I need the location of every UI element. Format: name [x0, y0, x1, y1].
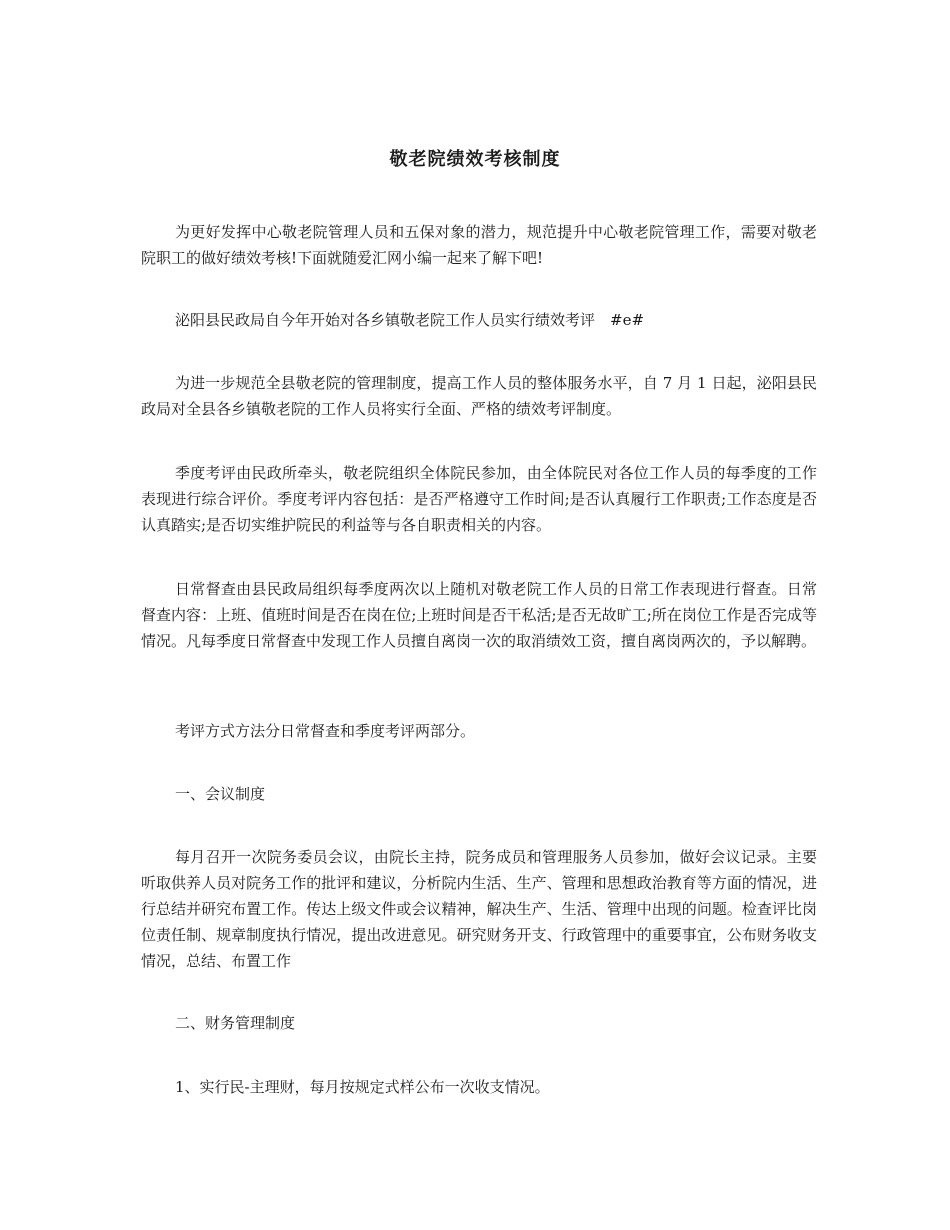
- document-title: 敬老院绩效考核制度: [389, 149, 561, 170]
- section-heading-finance: 二、财务管理制度: [175, 1014, 296, 1032]
- intro-paragraph: 为更好发挥中心敬老院管理人员和五保对象的潜力，规范提升中心敬老院管理工作，需要对敬老院职工的做好绩效考核!下面就随爱汇网小编一起来了解下吧!: [141, 223, 817, 267]
- review-method-paragraph: 考评方式方法分日常督查和季度考评两部分。: [175, 722, 476, 740]
- finance-rule-item: 1、实行民-主理财，每月按规定式样公布一次收支情况。: [175, 1078, 550, 1096]
- announcement-paragraph: 泌阳县民政局自今年开始对各乡镇敬老院工作人员实行绩效考评 #e#: [175, 311, 645, 329]
- daily-inspection-paragraph: 日常督查由县民政局组织每季度两次以上随机对敬老院工作人员的日常工作表现进行督查。日常督查内容：上班、值班时间是否在岗在位;上班时间是否干私活;是否无故旷工;所在岗位工作是否完成等情况。凡每季度日常督查中发现工作人员擅自离岗一次的取消绩效工资，擅自离岗两次的，予以解聘。: [141, 580, 817, 650]
- quarterly-review-paragraph: 季度考评由民政所牵头，敬老院组织全体院民参加，由全体院民对各位工作人员的每季度的工作表现进行综合评价。季度考评内容包括：是否严格遵守工作时间;是否认真履行工作职责;工作态度是否认真踏实;是否切实维护院民的利益等与各自职责相关的内容。: [141, 464, 817, 534]
- section-heading-meeting: 一、会议制度: [175, 785, 266, 803]
- meeting-rules-paragraph: 每月召开一次院务委员会议，由院长主持，院务成员和管理服务人员参加，做好会议记录。主要听取供养人员对院务工作的批评和建议，分析院内生活、生产、管理和思想政治教育等方面的情况，进行总结并研究布置工作。传达上级文件或会议精神，解决生产、生活、管理中出现的问题。检查评比岗位责任制、规章制度执行情况，提出改进意见。研究财务开支、行政管理中的重要事宜，公布财务收支情况，总结、布置工作: [141, 848, 817, 970]
- purpose-paragraph: 为进一步规范全县敬老院的管理制度，提高工作人员的整体服务水平，自 7 月 1 日起，泌阳县民政局对全县各乡镇敬老院的工作人员将实行全面、严格的绩效考评制度。: [141, 374, 817, 418]
